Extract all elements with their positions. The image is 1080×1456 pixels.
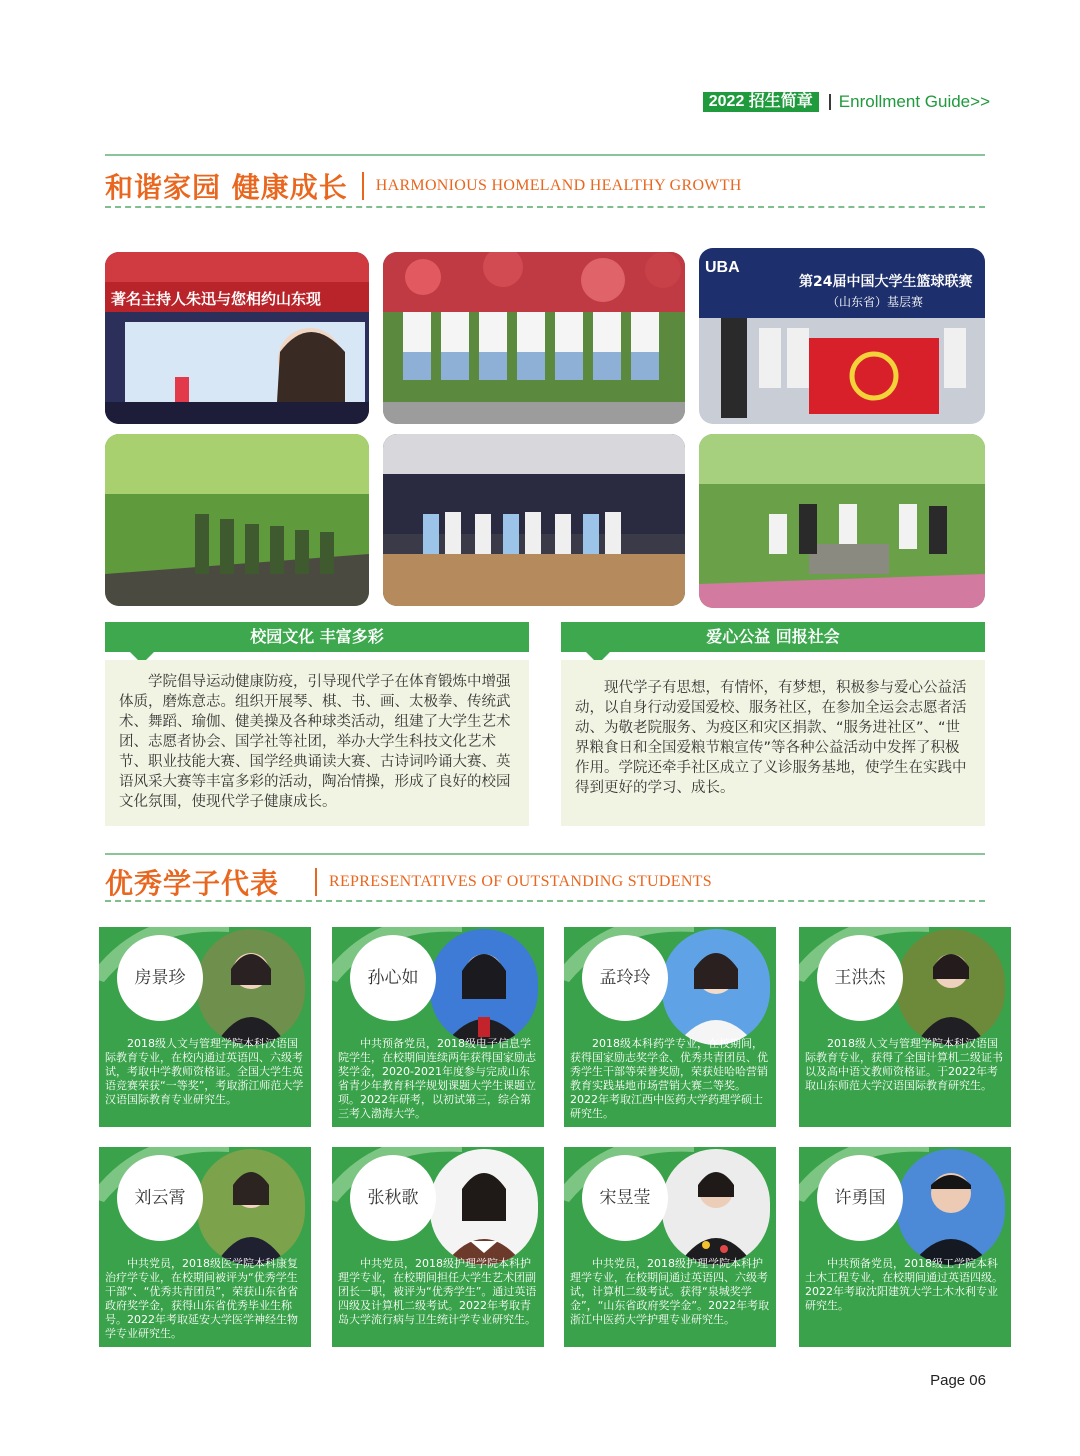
cuba-logo-text: UBA [705,259,740,276]
student-photo [662,1149,770,1265]
section1-title-divider [362,172,364,200]
section1-top-rule [105,154,985,156]
student-desc: 中共预备党员，2018级工学院本科土木工程专业，在校期间通过英语四级。2022年考取沈阳建筑大学土木水利专业研究生。 [805,1257,1003,1312]
student-name: 许勇国 [834,1188,886,1208]
year-badge: 2022 招生简章 [703,92,819,112]
running-header [703,92,990,112]
section1-title-en: HARMONIOUS HOMELAND HEALTHY GROWTH [375,177,742,194]
photo-students-uniform [383,252,685,424]
student-desc: 中共党员，2018级医学院本科康复治疗学专业，在校期间被评为“优秀学生干部”、“优秀共青团员”，荣获山东省省政府奖学金，获得山东省优秀毕业生称号。2022年考取延安大学医学神经生物学专业研究生。 [105,1257,299,1340]
box-left-body: 学院倡导运动健康防疫，引导现代学子在体育锻炼中增强体质，磨炼意志。组织开展琴、棋、书、画、太极拳、传统武术、舞蹈、瑜伽、健美操及各种球类活动，组建了大学生艺术团、志愿者协会、国学社等社团，举办大学生科技文化艺术节、职业技能大赛、国学经典诵读大赛、古诗词吟诵大赛、英语风采大赛等丰富多彩的活动，陶冶情操，形成了良好的校园文化氛围，使现代学子健康成长。 [105,660,529,826]
box-left-title: 校园文化 丰富多彩 [105,622,529,652]
student-photo [197,929,305,1045]
student-name: 张秋歌 [367,1188,419,1208]
student-photo [197,1149,305,1265]
league-subtitle: （山东省）基层赛 [827,295,924,309]
student-card [332,1147,544,1347]
page-number: Page 06 [930,1372,986,1389]
section2-title-divider [315,868,317,896]
student-name: 刘云霄 [134,1188,186,1208]
header-divider [829,94,831,110]
student-name: 王洪杰 [834,968,886,988]
photo-basketball-team [383,434,685,606]
student-card [99,927,311,1127]
student-desc: 中共党员，2018级护理学院本科护理学专业，在校期间担任大学生艺术团副团长一职，被评为“优秀学生”。通过英语四级及计算机二级考试。2022年考取青岛大学流行病与卫生统计学专业研究生。 [338,1257,537,1326]
section2-title [105,862,712,902]
section2-title-en: REPRESENTATIVES OF OUTSTANDING STUDENTS [329,873,712,890]
student-card [332,927,544,1127]
enrollment-guide-label: Enrollment Guide>> [838,92,990,111]
student-photo [430,929,538,1045]
box-right-title: 爱心公益 回报社会 [561,622,985,652]
student-card [564,1147,776,1347]
student-card [799,1147,1011,1347]
student-name: 房景珍 [134,968,186,988]
section1-bottom-rule [105,206,985,208]
student-card [564,927,776,1127]
student-photo [430,1149,538,1265]
student-photo [897,1149,1005,1265]
section2-title-cn: 优秀学子代表 [105,867,280,900]
student-desc: 中共预备党员，2018级电子信息学院学生，在校期间连续两年获得国家励志奖学金，2020-2021年度参与完成山东省青少年教育科学规划课题大学生课题立项。2022年研考，以初试第三，综合第三考入渤海大学。 [338,1037,536,1120]
league-title: 第24届中国大学生篮球联赛 [799,274,973,290]
photo-volunteer-clinic [699,434,985,608]
student-desc: 2018级人文与管理学院本科汉语国际教育专业，在校内通过英语四、六级考试，考取中学教师资格证。全国大学生英语竞赛荣获“一等奖”，考取浙江师范大学汉语国际教育专业研究生。 [105,1037,304,1106]
banner-text: 著名主持人朱迅与您相约山东现 [111,290,322,308]
photo-basketball-league [699,248,985,424]
student-card [99,1147,311,1347]
box-right-body: 现代学子有思想，有情怀，有梦想，积极参与爱心公益活动，以自身行动爱国爱校、服务社区，在参加全运会志愿者活动、为敬老院服务、为疫区和灾区捐款、“服务进社区”、“世界粮食日和全国爱粮节粮宣传”等各种公益活动中发挥了积极作用。学院还牵手社区成立了义诊服务基地，使学生在实践中得到更好的学习、成长。 [561,660,985,826]
section2-bottom-rule [105,900,985,902]
photo-host-event [105,252,369,424]
student-name: 孟玲玲 [599,968,651,988]
section1-title [105,166,742,206]
student-photo [897,929,1005,1045]
student-desc: 中共党员，2018级护理学院本科护理学专业，在校期间通过英语四、六级考试，计算机二级考试。获得“泉城奖学金”，“山东省政府奖学金”。2022年考取浙江中医药大学护理专业研究生。 [570,1257,770,1326]
section1-title-cn: 和谐家园 健康成长 [105,171,348,204]
student-name: 宋昱莹 [599,1188,651,1208]
student-photo [662,929,770,1045]
student-name: 孙心如 [367,968,419,988]
student-card [799,927,1011,1127]
student-desc: 2018级本科药学专业，在校期间，获得国家励志奖学金、优秀共青团员、优秀学生干部等荣誉奖励，荣获娃哈哈营销教育实践基地市场营销大赛二等奖。2022年考取江西中医药大学药理学硕士研究生。 [570,1037,768,1120]
photo-military-training [105,434,369,606]
student-desc: 2018级人文与管理学院本科汉语国际教育专业，获得了全国计算机二级证书以及高中语文教师资格证。于2022年考取山东师范大学汉语国际教育研究生。 [805,1037,1003,1092]
section2-top-rule [105,853,985,855]
